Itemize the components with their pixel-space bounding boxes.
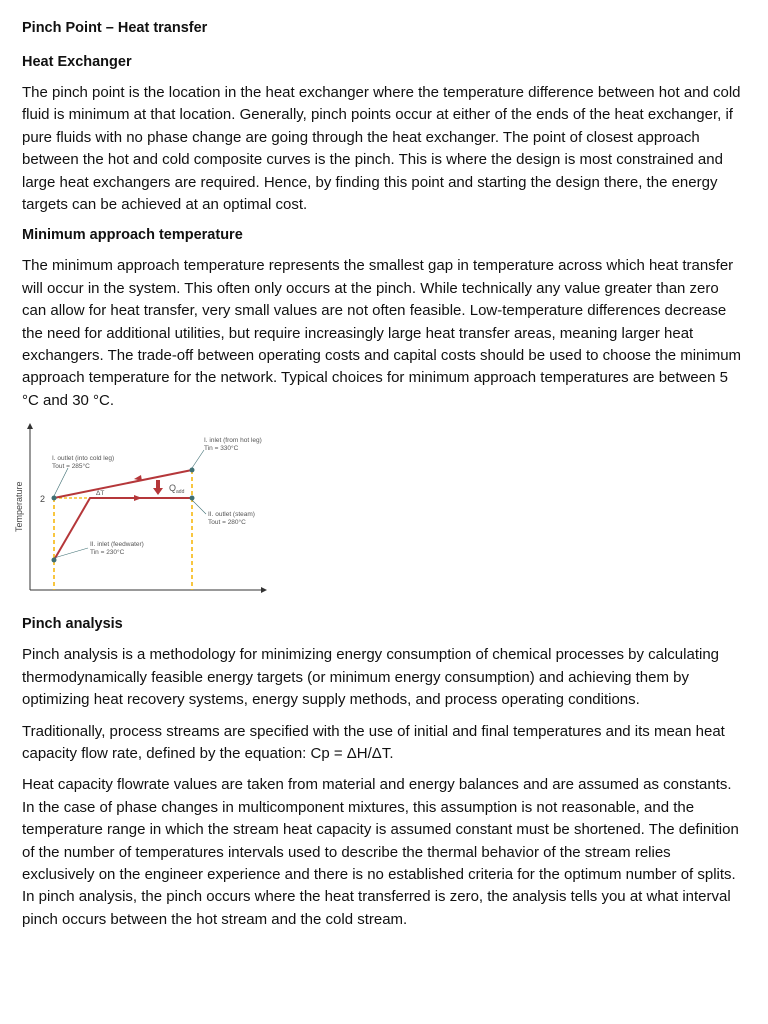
pinch-analysis-paragraph-2: Traditionally, process streams are specified with the use of initial and final temperatures and its mean heat capacity flow rate, defined by the equation: Cp = ΔH/ΔT. [22,722,725,762]
leader-outlet-hot [54,468,68,496]
delta-t-label: ΔT [96,490,105,498]
heat-add-arrow [153,480,163,495]
temperature-profile-diagram [14,420,304,600]
page-title: Pinch Point – Heat transfer [22,20,208,36]
heat-exchanger-heading: Heat Exchanger [22,54,132,70]
heat-exchanger-paragraph: The pinch point is the location in the heat exchanger where the temperature difference between hot and cold fluid is minimum at that location. Generally, pinch points occur at either of the ends of the heat exchanger, if pure fluids with no phase change are going through the heat exchanger. The point of closest approach between the hot and cold composite curves is the pinch. This is where the design is most constrained and large heat exchangers are required. Hence, by finding this point and starting the design there, the energy targets can be achieved at an optimal cost. [22,84,741,214]
cold-stream-arrow [134,495,142,501]
hot-inlet-point [190,468,195,473]
temperature-profile-figure [14,420,304,600]
min-approach-heading: Minimum approach temperature [22,227,243,244]
feed-inlet-point [52,558,57,563]
pinch-analysis-heading: Pinch analysis [22,616,123,633]
min-approach-paragraph: The minimum approach temperature represents the smallest gap in temperature across which heat transfer will occur in the system. This often only occurs at the pinch. While technically any value greater than zero can allow for heat transfer, very small values are not often feasible. Low-temperature differences decrease the need for additional utilities, but require increasingly large heat transfer areas, meaning larger heat exchangers. The trade-off between operating costs and capital costs should be used to choose the minimum approach temperature for the network. Typical choices for minimum approach temperatures are between 5 °C and 30 °C. [22,257,742,409]
inlet-hot-temp: Tin = 330°C [204,445,239,453]
outlet-steam-label: II. outlet (steam) [208,511,255,519]
heat-add-label: $Q_{add}$ [169,483,185,496]
steam-outlet-point [190,496,195,501]
pinch-analysis-paragraph-1: Pinch analysis is a methodology for minimizing energy consumption of chemical processes by calculating thermodynamically feasible energy targets (or minimum energy consumption) and achieving them by optimizing heat recovery systems, energy supply methods, and process operating conditions. [22,646,720,709]
outlet-hot-temp: Tout = 285°C [52,463,90,471]
outlet-hot-label: I. outlet (into cold leg) [52,455,115,463]
document-page [14,18,744,931]
leader-outlet-steam [192,500,206,514]
inlet-feed-temp: Tin = 230°C [90,549,125,557]
inlet-hot-label: I. inlet (from hot leg) [204,437,262,445]
y-tick-label: 2 [40,494,46,505]
pinch-analysis-paragraph-3: Heat capacity flowrate values are taken from material and energy balances and are assumed as constants. In the case of phase changes in multicomponent mixtures, this assumption is not reasonable, and the temperature range in which the stream heat capacity is assumed constant must be shortened. The definition of the number of temperatures intervals used to describe the thermal behavior of the stream relies exclusively on the engineer experience and there is no established criteria for the optimum number of splits. In pinch analysis, the pinch occurs where the heat transferred is zero, the analysis tells you at what interval pinch occurs between the hot stream and the cold stream. [22,776,739,928]
leader-inlet-hot [192,450,204,468]
inlet-feed-label: II. inlet (feedwater) [90,541,144,549]
outlet-steam-temp: Tout = 280°C [208,519,246,527]
hot-outlet-point [52,496,57,501]
y-axis-label: Temperature [14,481,24,533]
